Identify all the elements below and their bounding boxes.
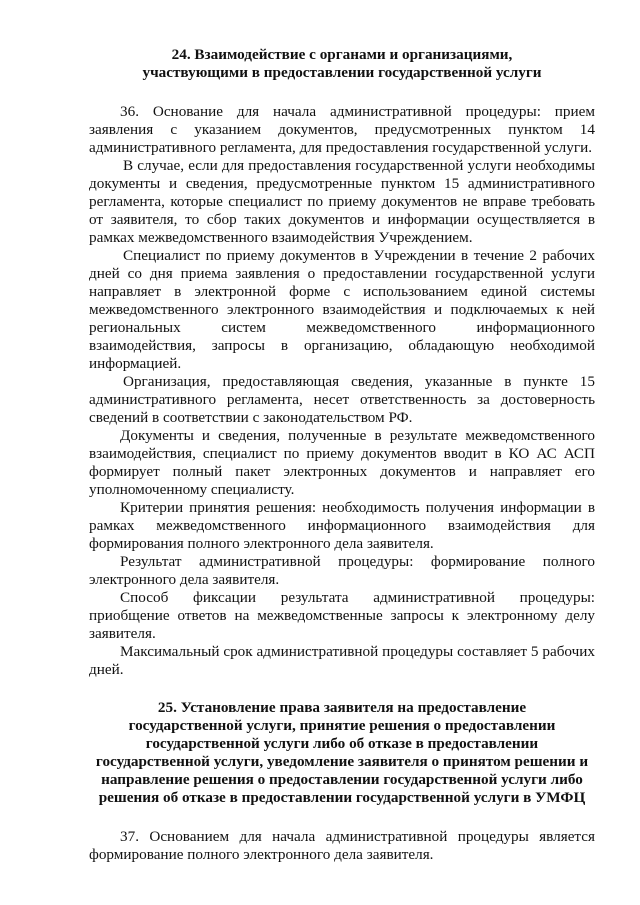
- paragraph: Способ фиксации результата административной процедуры: приобщение ответов на межведомственные запросы к электронному делу заявителя.: [89, 589, 595, 642]
- section-25-heading-line: решения об отказе в предоставлении государственной услуги в УМФЦ: [98, 789, 586, 806]
- section-25-heading-line: государственной услуги либо об отказе в предоставлении: [145, 735, 539, 752]
- paragraph: Результат административной процедуры: формирование полного электронного дела заявителя.: [89, 553, 595, 588]
- paragraph: В случае, если для предоставления государственной услуги необходимы документы и сведения, предусмотренные пунктом 15 административного регламента, которые специалист по приему документов не вправе требовать от заявителя, то сбор таких документов и информации осуществляется в рамках межведомственного взаимодействия Учреждением.: [89, 157, 595, 246]
- section-24-heading-line: 24. Взаимодействие с органами и организациями,: [171, 46, 513, 63]
- section-24-heading: [89, 46, 595, 82]
- section-25-heading-line: государственной услуги, принятие решения о предоставлении: [128, 717, 556, 734]
- paragraph: Организация, предоставляющая сведения, указанные в пункте 15 административного регламента, несет ответственность за достоверность сведений в соответствии с законодательством РФ.: [89, 373, 595, 426]
- document-body: [89, 46, 595, 864]
- paragraph: Критерии принятия решения: необходимость получения информации в рамках межведомственного информационного взаимодействия для формирования полного электронного дела заявителя.: [89, 499, 595, 552]
- section-25-heading-line: направление решения о предоставлении государственной услуги либо: [101, 771, 583, 788]
- paragraph: Документы и сведения, полученные в результате межведомственного взаимодействия, специалист по приему документов вводит в КО АС АСП формирует полный пакет электронных документов и направляет его уполномоченному специалисту.: [89, 427, 595, 498]
- paragraph: Максимальный срок административной процедуры составляет 5 рабочих дней.: [89, 643, 595, 678]
- section-24-heading-line: участвующими в предоставлении государственной услуги: [142, 64, 542, 81]
- section-25-heading: [89, 699, 595, 807]
- section-25-heading-line: государственной услуги, уведомление заявителя о принятом решении и: [95, 753, 589, 770]
- section-25-heading-line: 25. Установление права заявителя на предоставление: [157, 699, 527, 716]
- paragraph-36: 36. Основание для начала административной процедуры: прием заявления с указанием документов, предусмотренных пунктом 14 административного регламента, для предоставления государственной услуги.: [89, 103, 595, 156]
- paragraph: Специалист по приему документов в Учреждении в течение 2 рабочих дней со дня приема заявления о предоставлении государственной услуги направляет в электронной форме с использованием единой системы межведомственного электронного взаимодействия и подключаемых к ней региональных систем межведомственного информационного взаимодействия, запросы в организацию, обладающую необходимой информацией.: [89, 247, 595, 372]
- paragraph-37: 37. Основанием для начала административной процедуры является формирование полного электронного дела заявителя.: [89, 828, 595, 863]
